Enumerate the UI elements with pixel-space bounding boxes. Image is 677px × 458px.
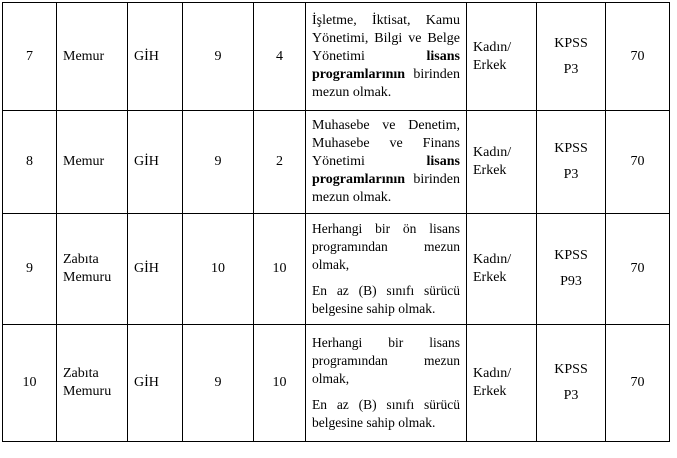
gender-cell xyxy=(467,325,537,442)
gender-line-1: Kadın/ xyxy=(473,39,512,55)
score-cell: 70 xyxy=(606,3,670,111)
exam-line-1: KPSS xyxy=(554,362,588,377)
qualification-line-1: Herhangi bir ön lisans programından mezun olmak, xyxy=(312,221,460,272)
position-title-line-2: Memuru xyxy=(63,270,112,285)
grade-cell: 10 xyxy=(183,214,254,325)
row-number: 8 xyxy=(3,111,57,214)
gender-cell xyxy=(467,111,537,214)
score-cell: 70 xyxy=(606,111,670,214)
exam-line-1: KPSS xyxy=(554,248,588,263)
exam-line-1: KPSS xyxy=(554,141,588,156)
row-number: 9 xyxy=(3,214,57,325)
positions-table xyxy=(2,2,670,442)
row-number: 10 xyxy=(3,325,57,442)
qualification-text: İşletme, İktisat, Kamu Yönetimi, Bilgi ve Belge Yönetimi xyxy=(312,12,460,64)
grade-cell: 9 xyxy=(183,325,254,442)
gender-line-2: Erkek xyxy=(473,57,507,73)
table-row xyxy=(3,3,670,111)
position-title-cell xyxy=(57,214,128,325)
class-cell: GİH xyxy=(128,111,183,214)
grade-cell: 9 xyxy=(183,3,254,111)
class-cell: GİH xyxy=(128,325,183,442)
exam-cell xyxy=(537,3,606,111)
qualification-cell xyxy=(306,111,467,214)
gender-cell xyxy=(467,3,537,111)
position-title-line-1: Zabıta xyxy=(63,366,99,381)
qualification-cell xyxy=(306,3,467,111)
position-title: Memur xyxy=(57,111,128,214)
gender-line-1: Kadın/ xyxy=(473,145,512,160)
qualification-text-end: birinden mezun olmak. xyxy=(312,66,460,100)
exam-line-2: P93 xyxy=(560,274,582,289)
qualification-cell xyxy=(306,325,467,442)
count-cell: 10 xyxy=(254,325,306,442)
qualification-bold: lisans programlarının xyxy=(312,154,460,187)
gender-line-1: Kadın/ xyxy=(473,252,512,267)
qualification-line-2: En az (B) sınıfı sürücü belgesine sahip olmak. xyxy=(312,283,460,316)
exam-cell xyxy=(537,111,606,214)
qualification-text: Muhasebe ve Denetim, Muhasebe ve Finans Yönetimi xyxy=(312,118,460,169)
qualification-line-1: Herhangi bir lisans programından mezun olmak, xyxy=(312,335,460,386)
gender-line-2: Erkek xyxy=(473,384,507,399)
exam-line-2: P3 xyxy=(563,388,579,403)
gender-line-1: Kadın/ xyxy=(473,366,512,381)
table-row xyxy=(3,111,670,214)
exam-line-1: KPSS xyxy=(554,35,588,51)
exam-line-2: P3 xyxy=(563,61,579,77)
position-title: Memur xyxy=(57,3,128,111)
qualification-line-2: En az (B) sınıfı sürücü belgesine sahip olmak. xyxy=(312,397,460,430)
qualification-text-end: birinden mezun olmak. xyxy=(312,172,460,205)
exam-line-2: P3 xyxy=(563,167,579,182)
table-row xyxy=(3,214,670,325)
gender-cell xyxy=(467,214,537,325)
exam-cell xyxy=(537,214,606,325)
class-cell: GİH xyxy=(128,3,183,111)
position-title-cell xyxy=(57,325,128,442)
qualification-cell xyxy=(306,214,467,325)
row-number: 7 xyxy=(3,3,57,111)
count-cell: 4 xyxy=(254,3,306,111)
grade-cell: 9 xyxy=(183,111,254,214)
count-cell: 2 xyxy=(254,111,306,214)
table-row xyxy=(3,325,670,442)
gender-line-2: Erkek xyxy=(473,163,507,178)
gender-line-2: Erkek xyxy=(473,270,507,285)
qualification-bold: lisans programlarının xyxy=(312,48,460,82)
position-title-line-1: Zabıta xyxy=(63,252,99,267)
count-cell: 10 xyxy=(254,214,306,325)
class-cell: GİH xyxy=(128,214,183,325)
position-title-line-2: Memuru xyxy=(63,384,112,399)
exam-cell xyxy=(537,325,606,442)
score-cell: 70 xyxy=(606,214,670,325)
score-cell: 70 xyxy=(606,325,670,442)
